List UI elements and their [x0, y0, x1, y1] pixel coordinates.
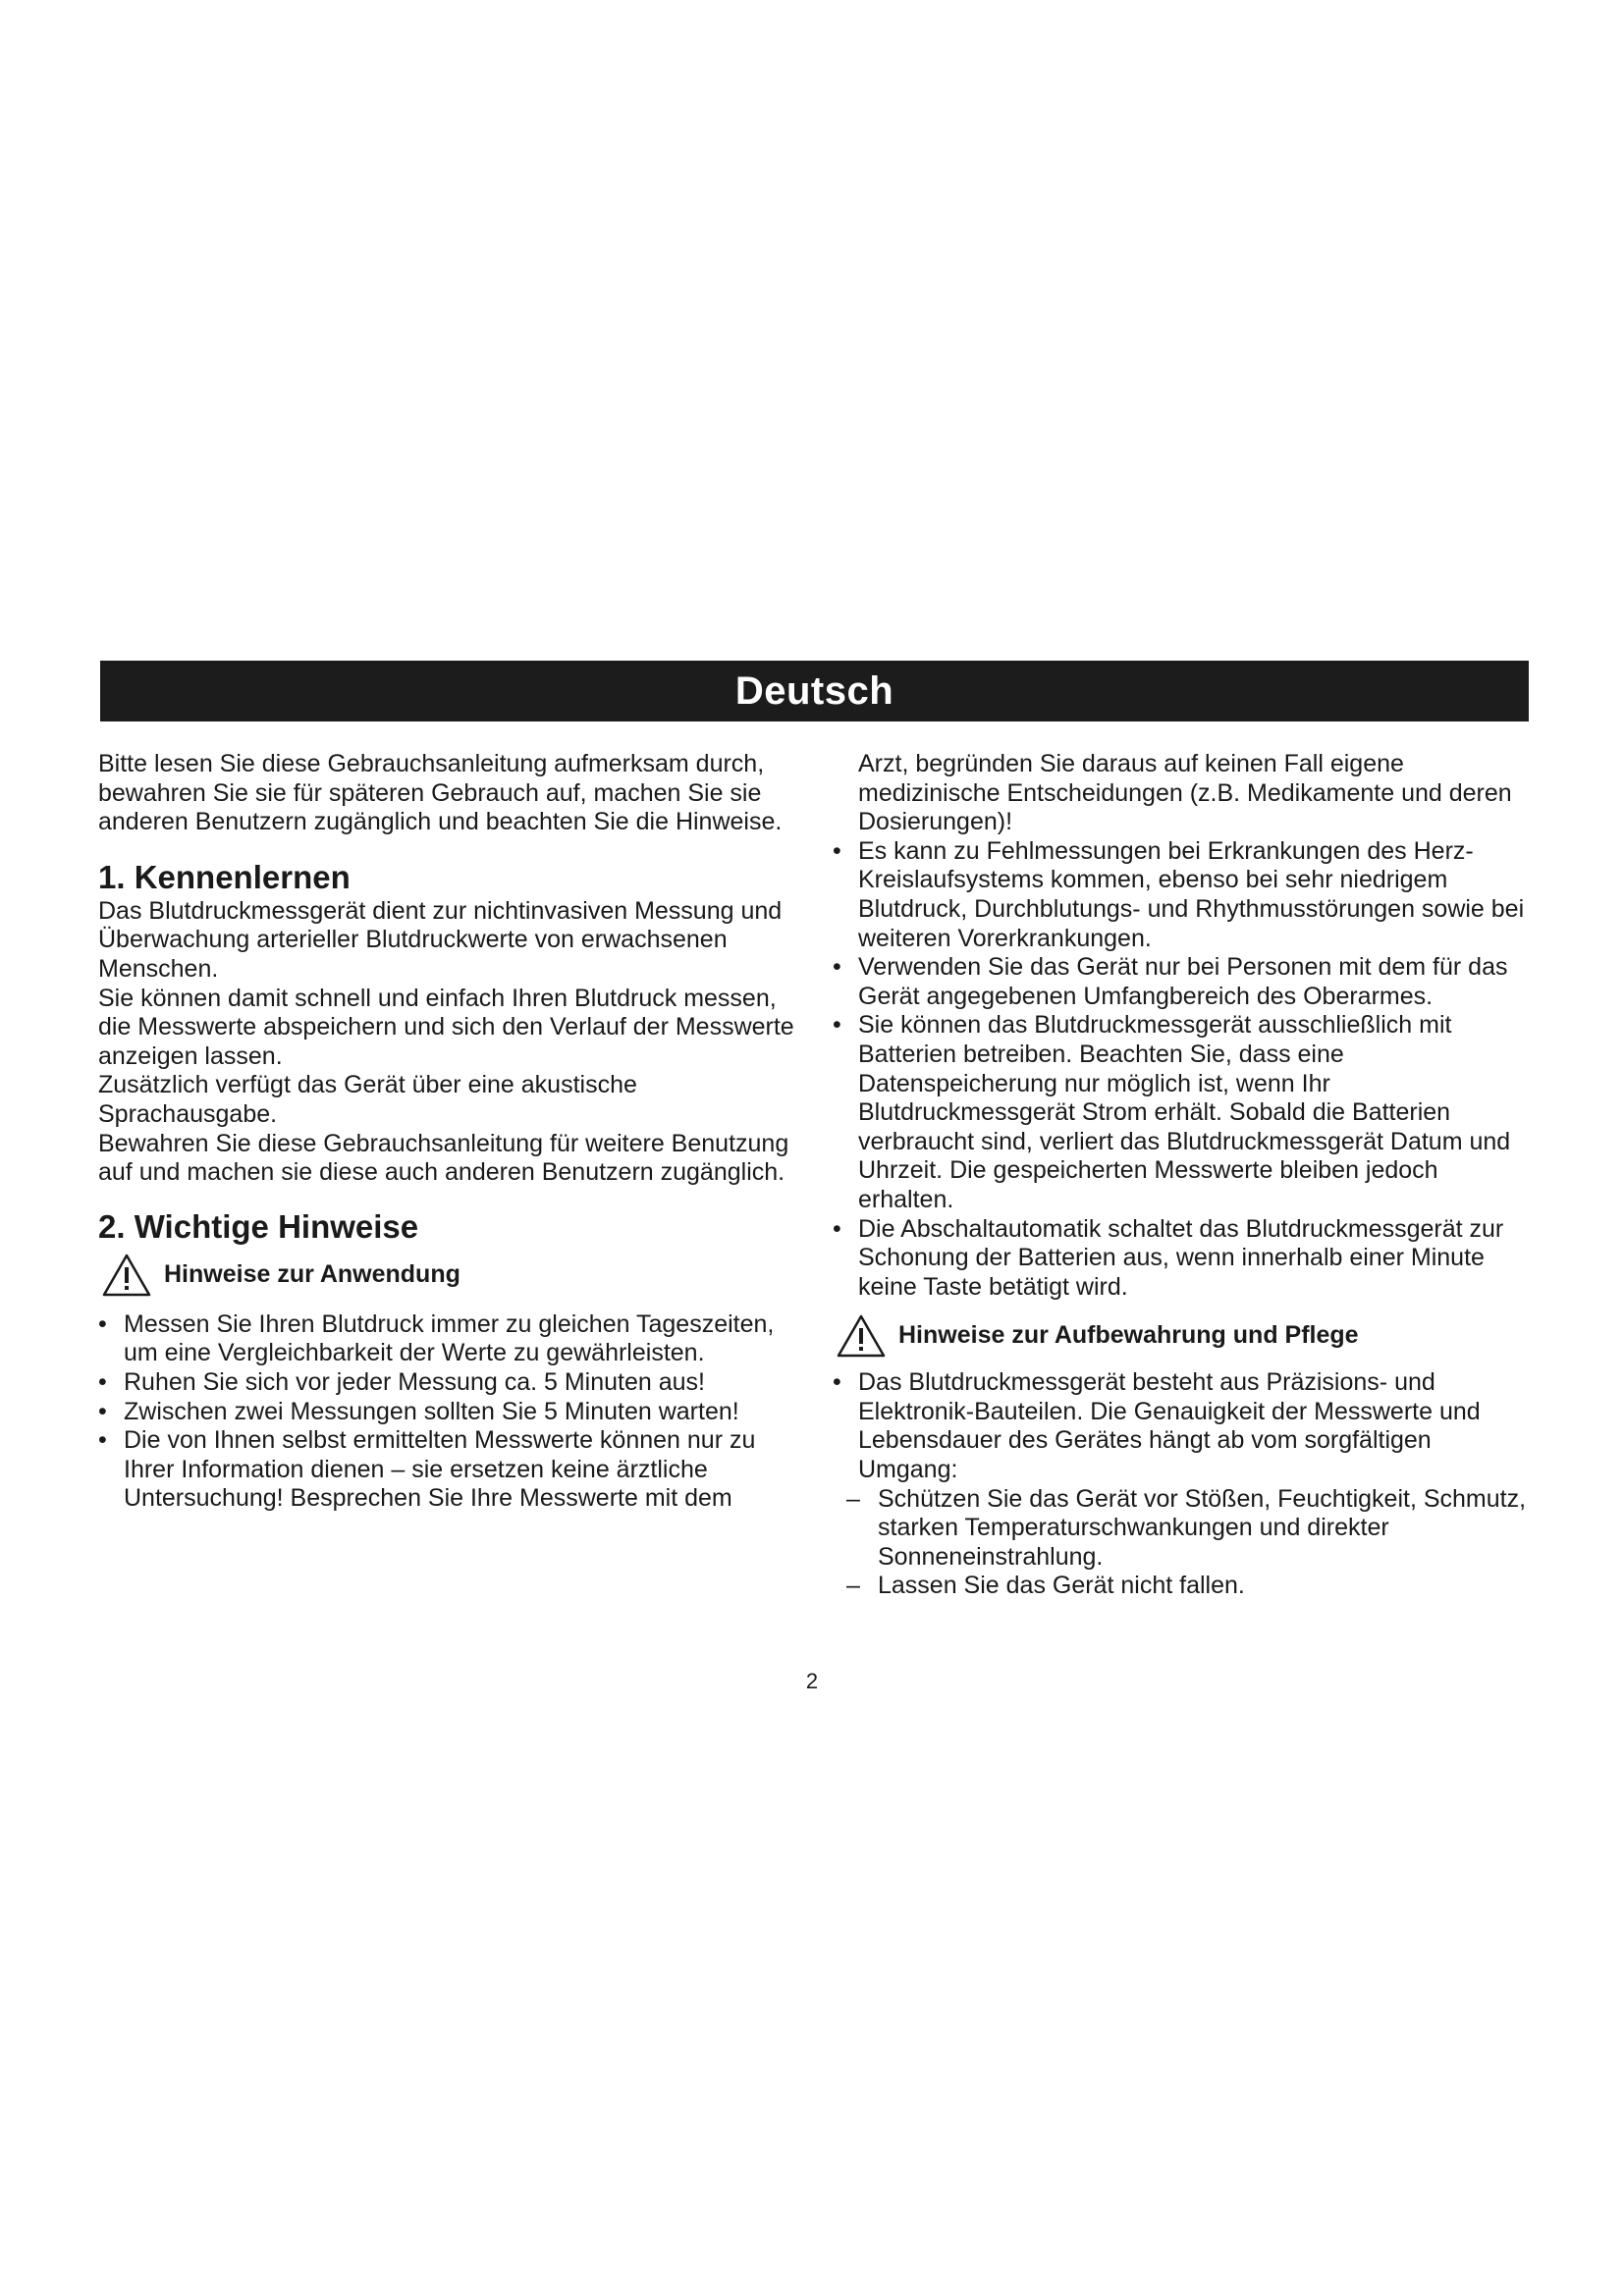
- storage-notes-list: [833, 1368, 1536, 1484]
- usage-notes-heading: Hinweise zur Anwendung: [164, 1259, 460, 1288]
- section-1-paragraph: Sie können damit schnell und einfach Ihren Blutdruck messen, die Messwerte abspeichern und sich den Verlauf der Messwerte anzeigen lassen.: [98, 984, 794, 1070]
- list-item: • Es kann zu Fehlmessungen bei Erkrankungen des Herz-Kreislaufsystems kommen, ebenso bei sehr niedrigem Blutdruck, Durchblutungs- und Rhythmusstörungen sowie bei weiteren Vorerkrankungen.: [833, 837, 1536, 953]
- section-2-heading: 2. Wichtige Hinweise: [98, 1207, 419, 1245]
- section-1-heading: 1. Kennenlernen: [98, 858, 351, 895]
- usage-notes-list-continued: [833, 837, 1536, 1303]
- language-banner: [100, 661, 1529, 721]
- section-1-paragraph: Das Blutdruckmessgerät dient zur nichtinvasiven Messung und Überwachung arterieller Blutdruckwerte von erwachsenen Menschen.: [98, 896, 783, 983]
- section-1-paragraph: Bewahren Sie diese Gebrauchsanleitung für weitere Benutzung auf und machen sie diese auch anderen Benutzern zugänglich.: [98, 1129, 789, 1187]
- list-item: • Die von Ihnen selbst ermittelten Messwerte können nur zu Ihrer Information dienen – sie ersetzen keine ärztliche Untersuchung! Besprechen Sie Ihre Messwerte mit dem: [98, 1426, 805, 1514]
- list-item: • Das Blutdruckmessgerät besteht aus Präzisions- und Elektronik-Bauteilen. Die Genauigkeit der Messwerte und Lebensdauer des Gerätes hängt ab vom sorgfältigen Umgang:: [833, 1368, 1536, 1484]
- usage-notes-list: [98, 1310, 805, 1514]
- sub-list-item: – Schützen Sie das Gerät vor Stößen, Feuchtigkeit, Schmutz, starken Temperaturschwankungen und direkter Sonneneinstrahlung.: [833, 1485, 1536, 1573]
- left-column: [98, 750, 805, 1514]
- storage-notes-header: [833, 1313, 1536, 1359]
- list-item: • Zwischen zwei Messungen sollten Sie 5 Minuten warten!: [98, 1398, 805, 1427]
- right-column: [833, 750, 1536, 1601]
- list-item: • Die Abschaltautomatik schaltet das Blutdruckmessgerät zur Schonung der Batterien aus, wenn innerhalb einer Minute keine Taste betätigt wird.: [833, 1215, 1536, 1303]
- section-1-paragraph: Zusätzlich verfügt das Gerät über eine akustische Sprachausgabe.: [98, 1071, 637, 1128]
- list-item: • Sie können das Blutdruckmessgerät ausschließlich mit Batterien betreiben. Beachten Sie, dass eine Datenspeicherung nur möglich ist, wenn Ihr Blutdruckmessgerät Strom erhält. Sobald die Batterien verbraucht sind, verliert das Blutdruckmessgerät Datum und Uhrzeit. Die gespeicherten Messwerte bleiben jedoch erhalten.: [833, 1011, 1536, 1214]
- usage-notes-header: [98, 1253, 805, 1298]
- list-item: • Messen Sie Ihren Blutdruck immer zu gleichen Tageszeiten, um eine Vergleichbarkeit der Werte zu gewährleisten.: [98, 1310, 805, 1368]
- list-item-continuation: Arzt, begründen Sie daraus auf keinen Fall eigene medizinische Entscheidungen (z.B. Medikamente und deren Dosierungen)!: [858, 750, 1512, 836]
- warning-triangle-icon: [101, 1253, 152, 1298]
- intro-paragraph: Bitte lesen Sie diese Gebrauchsanleitung aufmerksam durch, bewahren Sie sie für späteren Gebrauch auf, machen Sie sie anderen Benutzern zugänglich und beachten Sie die Hinweise.: [98, 750, 783, 836]
- warning-triangle-icon: [836, 1313, 887, 1359]
- list-item: • Verwenden Sie das Gerät nur bei Personen mit dem für das Gerät angegebenen Umfangbereich des Oberarmes.: [833, 953, 1536, 1011]
- list-item: • Ruhen Sie sich vor jeder Messung ca. 5 Minuten aus!: [98, 1368, 805, 1398]
- banner-title: Deutsch: [734, 669, 894, 713]
- page-number: 2: [805, 1669, 819, 1693]
- storage-sub-list: [833, 1485, 1536, 1601]
- sub-list-item: – Lassen Sie das Gerät nicht fallen.: [833, 1572, 1536, 1601]
- storage-notes-heading: Hinweise zur Aufbewahrung und Pflege: [898, 1321, 1359, 1350]
